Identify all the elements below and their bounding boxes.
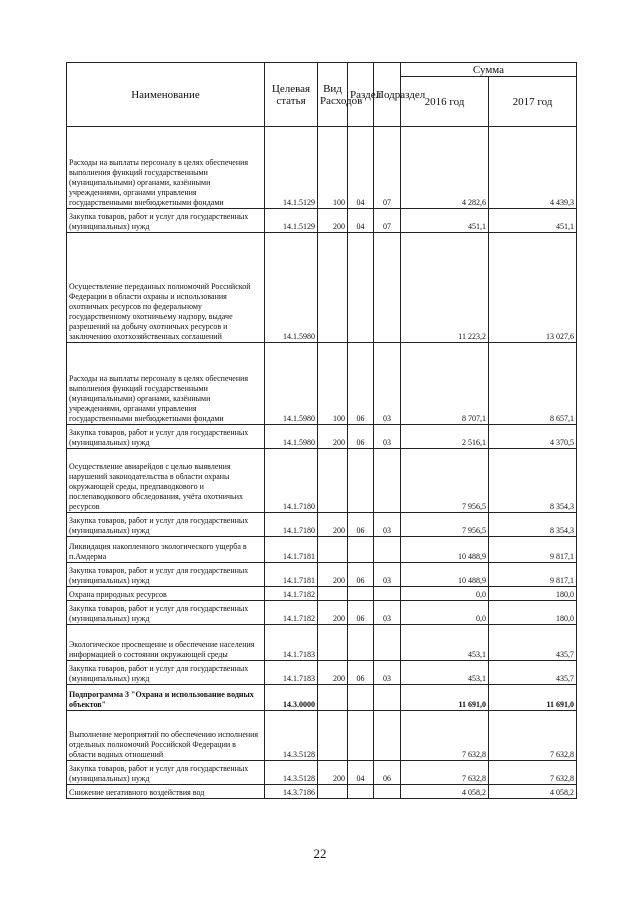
table-row (67, 685, 577, 711)
cell-target: 14.1.7182 (265, 601, 318, 625)
cell-2017: 8 354,3 (489, 513, 577, 537)
cell-type: 100 (318, 343, 348, 425)
cell-2017: 4 439,3 (489, 127, 577, 209)
cell-type (318, 587, 348, 601)
header-name: Наименование (67, 63, 265, 127)
cell-target: 14.3.0000 (265, 685, 318, 711)
table-row (67, 661, 577, 685)
cell-section (348, 785, 374, 799)
cell-section: 06 (348, 563, 374, 587)
header-sum: Сумма (401, 63, 577, 77)
cell-section: 04 (348, 127, 374, 209)
cell-2016: 7 632,8 (401, 711, 489, 761)
cell-2016: 453,1 (401, 661, 489, 685)
cell-subsection (374, 233, 401, 343)
cell-section (348, 233, 374, 343)
cell-subsection: 03 (374, 513, 401, 537)
cell-2016: 10 488,9 (401, 563, 489, 587)
cell-section: 06 (348, 425, 374, 449)
cell-name: Выполнение мероприятий по обеспечению исполнения отдельных полномочий Российской Федерации в области водных отношений (67, 711, 265, 761)
header-year-2016: 2016 год (401, 77, 489, 127)
cell-section (348, 587, 374, 601)
cell-target: 14.3.5128 (265, 761, 318, 785)
cell-2017: 7 632,8 (489, 761, 577, 785)
cell-target: 14.1.7181 (265, 563, 318, 587)
cell-type: 200 (318, 209, 348, 233)
cell-section: 06 (348, 343, 374, 425)
cell-section (348, 685, 374, 711)
cell-subsection (374, 587, 401, 601)
cell-type: 200 (318, 513, 348, 537)
cell-2016: 453,1 (401, 625, 489, 661)
cell-2017: 8 657,1 (489, 343, 577, 425)
cell-subsection: 03 (374, 425, 401, 449)
cell-section: 06 (348, 601, 374, 625)
table-row (67, 425, 577, 449)
table-row (67, 601, 577, 625)
cell-target: 14.3.5128 (265, 711, 318, 761)
header-type: Вид Расходов (318, 63, 348, 127)
cell-2016: 8 707,1 (401, 343, 489, 425)
cell-2017: 9 817,1 (489, 537, 577, 563)
cell-2016: 11 691,0 (401, 685, 489, 711)
table-row (67, 343, 577, 425)
cell-name: Экологическое просвещение и обеспечение населения информацией о состоянии окружающей среды (67, 625, 265, 661)
cell-name: Ликвидация накопленного экологического ущерба в п.Амдерма (67, 537, 265, 563)
cell-target: 14.1.7180 (265, 513, 318, 537)
cell-type: 200 (318, 661, 348, 685)
cell-2016: 2 516,1 (401, 425, 489, 449)
cell-2016: 10 488,9 (401, 537, 489, 563)
cell-subsection: 06 (374, 761, 401, 785)
cell-name: Осуществление авиарейдов с целью выявления нарушений законодательства в области охраны окружающей среды, предпаводкового и послепаводкового обследования, учёта охотничьих ресурсов (67, 449, 265, 513)
cell-type (318, 711, 348, 761)
cell-name: Закупка товаров, работ и услуг для государственных (муниципальных) нужд (67, 661, 265, 685)
cell-name: Закупка товаров, работ и услуг для государственных (муниципальных) нужд (67, 425, 265, 449)
cell-name: Осуществление переданных полномочий Российской Федерации в области охраны и использования охотничьих ресурсов по федеральному государственному охотничьему надзору, выдаче разрешений на добычу охотничьих ресурсов и заключению охотхозяйственных соглашений (67, 233, 265, 343)
cell-subsection: 03 (374, 343, 401, 425)
cell-name: Закупка товаров, работ и услуг для государственных (муниципальных) нужд (67, 209, 265, 233)
cell-2017: 180,0 (489, 587, 577, 601)
header-section: Раздел (348, 63, 374, 127)
cell-section: 04 (348, 209, 374, 233)
cell-section: 06 (348, 661, 374, 685)
header-subsection: Подраздел (374, 63, 401, 127)
cell-name: Закупка товаров, работ и услуг для государственных (муниципальных) нужд (67, 601, 265, 625)
table-row (67, 513, 577, 537)
cell-type: 200 (318, 761, 348, 785)
cell-2016: 4 282,6 (401, 127, 489, 209)
cell-subsection: 03 (374, 601, 401, 625)
cell-2017: 9 817,1 (489, 563, 577, 587)
cell-2017: 13 027,6 (489, 233, 577, 343)
cell-2016: 0,0 (401, 587, 489, 601)
cell-target: 14.1.5129 (265, 127, 318, 209)
page-number: 22 (313, 846, 327, 861)
cell-2016: 4 058,2 (401, 785, 489, 799)
cell-type (318, 785, 348, 799)
table-row (67, 127, 577, 209)
cell-2017: 435,7 (489, 625, 577, 661)
cell-2017: 8 354,3 (489, 449, 577, 513)
cell-target: 14.1.7182 (265, 587, 318, 601)
cell-target: 14.1.5980 (265, 343, 318, 425)
cell-subsection (374, 685, 401, 711)
cell-name: Подпрограмма 3 "Охрана и использование водных объектов" (67, 685, 265, 711)
cell-2016: 7 956,5 (401, 513, 489, 537)
budget-table (66, 62, 577, 799)
cell-section (348, 625, 374, 661)
cell-target: 14.1.7183 (265, 661, 318, 685)
cell-subsection: 07 (374, 127, 401, 209)
cell-2016: 11 223,2 (401, 233, 489, 343)
cell-section (348, 537, 374, 563)
table-body (67, 127, 577, 799)
cell-subsection (374, 625, 401, 661)
cell-2016: 0,0 (401, 601, 489, 625)
cell-name: Закупка товаров, работ и услуг для государственных (муниципальных) нужд (67, 761, 265, 785)
table-row (67, 761, 577, 785)
cell-type (318, 537, 348, 563)
cell-target: 14.1.7181 (265, 537, 318, 563)
cell-name: Охрана природных ресурсов (67, 587, 265, 601)
cell-name: Снижение негативного воздействия вод (67, 785, 265, 799)
cell-subsection (374, 537, 401, 563)
cell-target: 14.1.7180 (265, 449, 318, 513)
table-row (67, 209, 577, 233)
cell-target: 14.1.5980 (265, 233, 318, 343)
cell-section (348, 711, 374, 761)
cell-target: 14.3.7186 (265, 785, 318, 799)
cell-2017: 4 058,2 (489, 785, 577, 799)
cell-name: Закупка товаров, работ и услуг для государственных (муниципальных) нужд (67, 513, 265, 537)
cell-subsection (374, 711, 401, 761)
table-row (67, 785, 577, 799)
cell-2016: 7 956,5 (401, 449, 489, 513)
cell-2017: 435,7 (489, 661, 577, 685)
cell-name: Закупка товаров, работ и услуг для государственных (муниципальных) нужд (67, 563, 265, 587)
cell-type (318, 625, 348, 661)
table-row (67, 537, 577, 563)
cell-2017: 4 370,5 (489, 425, 577, 449)
cell-type (318, 449, 348, 513)
table-row (67, 563, 577, 587)
cell-target: 14.1.7183 (265, 625, 318, 661)
cell-subsection (374, 785, 401, 799)
table-row (67, 711, 577, 761)
cell-2017: 451,1 (489, 209, 577, 233)
cell-name: Расходы на выплаты персоналу в целях обеспечения выполнения функций государственными (муниципальными) органами, казёнными учреждениями, органами управления государственными внебюджетными фондами (67, 127, 265, 209)
cell-section: 06 (348, 513, 374, 537)
table-row (67, 587, 577, 601)
cell-subsection: 07 (374, 209, 401, 233)
cell-2017: 11 691,0 (489, 685, 577, 711)
cell-target: 14.1.5129 (265, 209, 318, 233)
cell-2017: 7 632,8 (489, 711, 577, 761)
cell-2016: 7 632,8 (401, 761, 489, 785)
header-target: Целевая статья (265, 63, 318, 127)
cell-name: Расходы на выплаты персоналу в целях обеспечения выполнения функций государственными (муниципальными) органами, казёнными учреждениями, органами управления государственными внебюджетными фондами (67, 343, 265, 425)
cell-type: 200 (318, 601, 348, 625)
header-year-2017: 2017 год (489, 77, 577, 127)
cell-2016: 451,1 (401, 209, 489, 233)
cell-section: 04 (348, 761, 374, 785)
cell-target: 14.1.5980 (265, 425, 318, 449)
cell-subsection (374, 449, 401, 513)
table-row (67, 625, 577, 661)
cell-type (318, 233, 348, 343)
cell-section (348, 449, 374, 513)
cell-subsection: 03 (374, 563, 401, 587)
table-row (67, 449, 577, 513)
cell-type: 200 (318, 425, 348, 449)
cell-type (318, 685, 348, 711)
cell-type: 100 (318, 127, 348, 209)
cell-subsection: 03 (374, 661, 401, 685)
table-row (67, 233, 577, 343)
cell-type: 200 (318, 563, 348, 587)
cell-2017: 180,0 (489, 601, 577, 625)
